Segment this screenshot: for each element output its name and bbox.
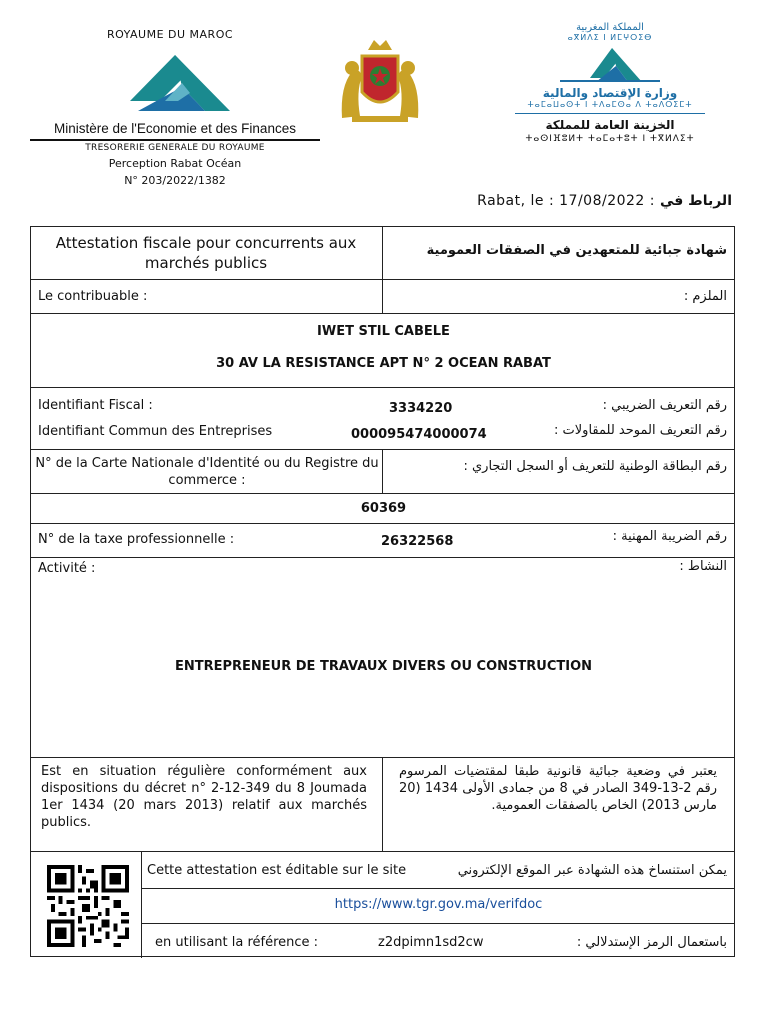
header-right-divider bbox=[515, 113, 705, 114]
col-divider bbox=[382, 757, 383, 851]
row-divider bbox=[31, 313, 734, 314]
qr-code-icon bbox=[47, 865, 129, 947]
verify-ref-value: z2dpimn1sd2cw bbox=[378, 935, 484, 950]
ice-label-ar: رقم التعريف الموحد للمقاولات : bbox=[554, 423, 727, 438]
verify-ref-ar: باستعمال الرمز الإستدلالي : bbox=[576, 935, 727, 950]
ice-value: 000095474000074 bbox=[351, 427, 487, 442]
row-divider bbox=[31, 387, 734, 388]
activity-label-ar: النشاط : bbox=[679, 559, 727, 574]
taxpayer-label-ar: الملزم : bbox=[683, 289, 727, 304]
header-divider bbox=[30, 139, 320, 141]
tp-label-fr: N° de la taxe professionnelle : bbox=[38, 532, 235, 547]
attestation-table bbox=[30, 226, 735, 957]
treasury-arabic: الخزينة العامة للمملكة bbox=[545, 118, 675, 132]
cin-value: 60369 bbox=[360, 501, 407, 516]
row-divider bbox=[31, 851, 734, 852]
treasury-name: TRESORERIE GENERALE DU ROYAUME bbox=[85, 143, 265, 153]
coat-of-arms bbox=[332, 36, 428, 132]
row-divider bbox=[141, 888, 734, 889]
kingdom-tifinagh: ⴰⴳⵍⴷⵉ ⵏ ⵍⵎⵖⵔⵉⴱ bbox=[567, 33, 653, 42]
verify-site-ar: يمكن استنساخ هذه الشهادة عبر الموقع الإلكتروني bbox=[457, 863, 727, 878]
verify-site-fr: Cette attestation est éditable sur le site bbox=[147, 863, 407, 878]
row-divider bbox=[31, 557, 734, 558]
kingdom-arabic: المملكة المغربية bbox=[576, 22, 644, 33]
document-number: N° 203/2022/1382 bbox=[124, 174, 226, 187]
fiscal-id-label-ar: رقم التعريف الضريبي : bbox=[602, 398, 727, 413]
fiscal-id-label-fr: Identifiant Fiscal : bbox=[38, 398, 153, 413]
tp-value: 26322568 bbox=[381, 534, 454, 549]
taxpayer-label-fr: Le contribuable : bbox=[38, 289, 148, 304]
date-fr: Rabat, le : 17/08/2022 : bbox=[477, 193, 656, 209]
ministry-name: Ministère de l'Economie et des Finances bbox=[54, 121, 296, 136]
tp-label-ar: رقم الضريبة المهنية : bbox=[612, 529, 727, 544]
statement-ar: يعتبر في وضعية جبائية قانونية طبقا لمقتضيات المرسوم رقم 2-13-349 الصادر في 8 من جمادى الأولى 1434 (20 مارس 2013) الخاص بالصفقات العمومية. bbox=[399, 764, 717, 813]
header-right bbox=[505, 22, 715, 144]
verify-ref-fr: en utilisant la référence : bbox=[155, 935, 319, 950]
ministry-pyramid-icon bbox=[550, 44, 670, 82]
ministry-logo bbox=[30, 43, 320, 121]
cin-label-fr: N° de la Carte Nationale d'Identité ou du Registre du commerce : bbox=[35, 456, 379, 488]
col-divider bbox=[382, 227, 383, 313]
cin-label-ar: رقم البطاقة الوطنية للتعريف أو السجل التجاري : bbox=[463, 459, 727, 474]
col-divider bbox=[382, 449, 383, 493]
fiscal-id-value: 3334220 bbox=[389, 401, 453, 416]
ice-label-fr: Identifiant Commun des Entreprises bbox=[38, 424, 273, 439]
row-divider bbox=[31, 493, 734, 494]
perception-name: Perception Rabat Océan bbox=[108, 157, 242, 170]
ministry-arabic: وزارة الإقتصاد والمالية bbox=[542, 86, 678, 100]
taxpayer-address: 30 AV LA RESISTANCE APT N° 2 OCEAN RABAT bbox=[216, 356, 551, 371]
header-left bbox=[30, 28, 320, 187]
title-fr: Attestation fiscale pour concurrents aux marchés publics bbox=[55, 234, 357, 272]
ministry-tifinagh: ⵜⴰⵎⴰⵡⴰⵙⵜ ⵏ ⵜⴷⴰⵎⵙⴰ ⴷ ⵜⴰⴷⵔⵉⵎⵜ bbox=[527, 100, 693, 109]
title-ar: شهادة جبائية للمتعهدين في الصفقات العمومية bbox=[426, 243, 727, 258]
verification-qr-code bbox=[47, 865, 129, 951]
activity-value: ENTREPRENEUR DE TRAVAUX DIVERS OU CONSTRUCTION bbox=[174, 659, 593, 674]
activity-label-fr: Activité : bbox=[38, 561, 96, 576]
row-divider bbox=[31, 523, 734, 524]
royal-emblem-icon bbox=[332, 36, 428, 128]
statement-fr: Est en situation régulière conformément aux dispositions du décret n° 2-12-349 du 8 Joumada 1er 1434 (20 mars 2013) relatif aux marchés publics. bbox=[41, 764, 367, 830]
date-line bbox=[477, 193, 732, 209]
date-ar: الرباط في bbox=[659, 193, 732, 209]
treasury-tifinagh: ⵜⴰⵙⵏⴼⵓⵍⵜ ⵜⴰⵎⴰⵜⵓⵜ ⵏ ⵜⴳⵍⴷⵉⵜ bbox=[525, 134, 695, 144]
row-divider bbox=[141, 923, 734, 924]
verify-url-link[interactable]: https://www.tgr.gov.ma/verifdoc bbox=[334, 897, 543, 912]
pyramid-logo-icon bbox=[30, 43, 320, 121]
taxpayer-name: IWET STIL CABELE bbox=[317, 324, 450, 339]
kingdom-label: ROYAUME DU MAROC bbox=[106, 28, 234, 41]
